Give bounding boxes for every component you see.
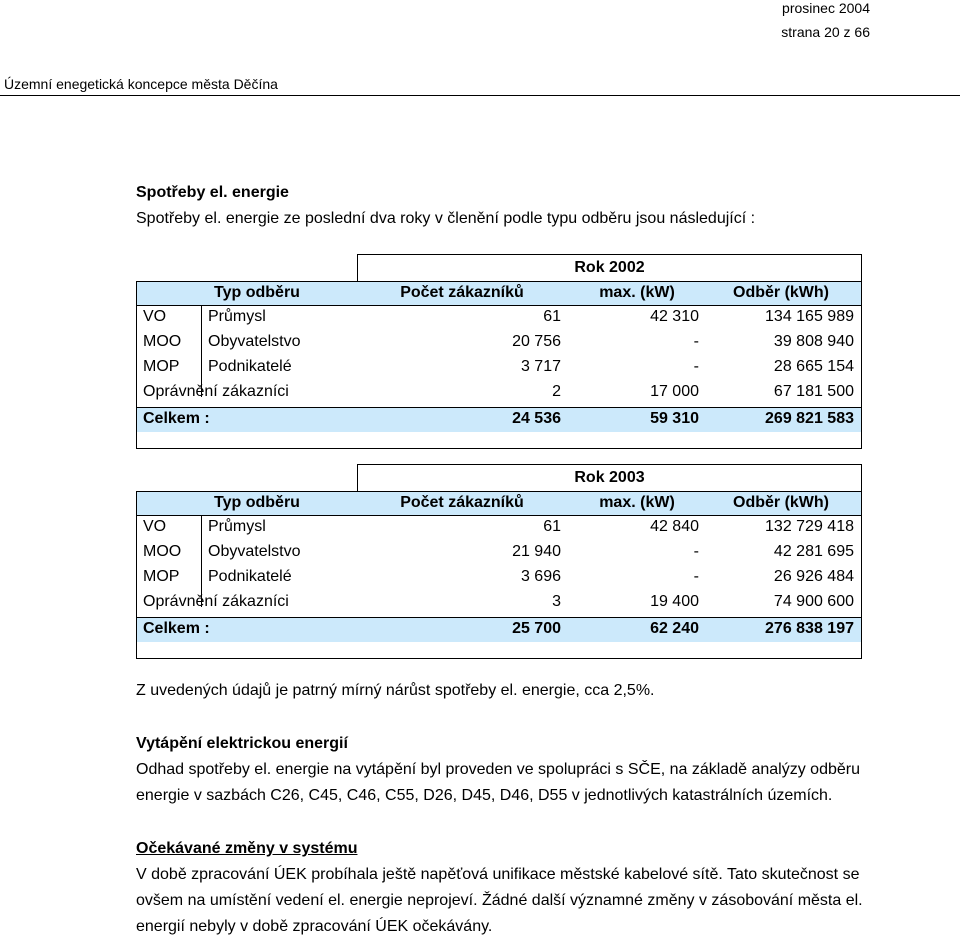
row-max-kw: - <box>693 358 699 375</box>
row-consumption: 26 926 484 <box>773 568 854 585</box>
table-row <box>137 591 861 616</box>
row-consumption: 132 729 418 <box>765 518 854 535</box>
row-customers: 21 940 <box>512 543 561 560</box>
col-header-type: Typ odběru <box>214 284 300 301</box>
changes-text-line: ovšem na umístění vedení el. energie neprojeví. Žádné další významné změny v zásobování města el. <box>136 892 863 909</box>
row-consumption: 39 808 940 <box>773 333 854 350</box>
row-customers: 2 <box>552 383 561 400</box>
row-customers: 20 756 <box>512 333 561 350</box>
row-label: Oprávnění zákazníci <box>143 593 289 610</box>
year-label: Rok 2002 <box>574 259 645 276</box>
year-header-cell <box>357 464 862 492</box>
row-max-kw: 19 400 <box>650 593 699 610</box>
heating-text-line: energie v sazbách C26, C45, C46, C55, D26, D45, D46, D55 v jednotlivých katastrálních územích. <box>136 787 833 804</box>
row-code: MOO <box>143 543 182 560</box>
table-total-row <box>137 617 861 642</box>
total-label: Celkem : <box>143 620 210 637</box>
section-heading-expected-changes: Očekávané změny v systému <box>136 840 358 857</box>
table-row <box>137 381 861 406</box>
header-document-title: Územní enegetická koncepce města Děčína <box>4 76 278 92</box>
header-date: prosinec 2004 <box>782 0 870 16</box>
changes-text-line: V době zpracování ÚEK probíhala ještě napěťová unifikace městské kabelové sítě. Tato skutečnost se <box>136 866 860 883</box>
total-consumption: 269 821 583 <box>765 410 854 427</box>
row-name: Průmysl <box>208 308 266 325</box>
changes-text-line: energií nebyly v době zpracování ÚEK očekávány. <box>136 918 493 935</box>
row-max-kw: - <box>693 568 699 585</box>
row-customers: 3 696 <box>520 568 561 585</box>
col-header-customers: Počet zákazníků <box>400 494 524 511</box>
col-header-consumption: Odběr (kWh) <box>733 494 829 511</box>
table-row <box>137 331 861 356</box>
row-name: Obyvatelstvo <box>208 543 301 560</box>
row-name: Podnikatelé <box>208 568 292 585</box>
col-header-max-kw: max. (kW) <box>599 284 675 301</box>
total-max-kw: 62 240 <box>650 620 699 637</box>
section-heading-consumption: Spotřeby el. energie <box>136 184 289 201</box>
row-code: MOP <box>143 358 180 375</box>
heating-text-line: Odhad spotřeby el. energie na vytápění byl proveden ve spolupráci s SČE, na základě analýzy odběru <box>136 761 860 778</box>
table-header-row <box>136 491 862 516</box>
section-heading-heating: Vytápění elektrickou energií <box>136 735 348 752</box>
table-row <box>137 306 861 331</box>
col-header-customers: Počet zákazníků <box>400 284 524 301</box>
table-body <box>136 305 862 449</box>
total-label: Celkem : <box>143 410 210 427</box>
row-max-kw: 42 310 <box>650 308 699 325</box>
row-consumption: 42 281 695 <box>773 543 854 560</box>
row-name: Obyvatelstvo <box>208 333 301 350</box>
header-divider <box>0 95 960 96</box>
row-max-kw: - <box>693 333 699 350</box>
section-intro: Spotřeby el. energie ze poslední dva roky v členění podle typu odběru jsou následující : <box>136 210 756 227</box>
total-customers: 25 700 <box>512 620 561 637</box>
row-consumption: 67 181 500 <box>773 383 854 400</box>
col-header-max-kw: max. (kW) <box>599 494 675 511</box>
row-max-kw: - <box>693 543 699 560</box>
col-header-consumption: Odběr (kWh) <box>733 284 829 301</box>
total-consumption: 276 838 197 <box>765 620 854 637</box>
table-total-row <box>137 407 861 432</box>
row-code: VO <box>143 308 167 325</box>
row-customers: 3 <box>552 593 561 610</box>
row-max-kw: 42 840 <box>650 518 699 535</box>
row-label: Oprávnění zákazníci <box>143 383 289 400</box>
table-row <box>137 541 861 566</box>
header-page-number: strana 20 z 66 <box>781 24 870 40</box>
row-code: VO <box>143 518 167 535</box>
row-code: MOO <box>143 333 182 350</box>
table-row <box>137 566 861 591</box>
row-customers: 61 <box>543 308 561 325</box>
table-row <box>137 516 861 541</box>
row-consumption: 134 165 989 <box>765 308 854 325</box>
row-code: MOP <box>143 568 180 585</box>
conclusion-text: Z uvedených údajů je patrný mírný nárůst spotřeby el. energie, cca 2,5%. <box>136 682 655 699</box>
table-row <box>137 356 861 381</box>
row-max-kw: 17 000 <box>650 383 699 400</box>
col-header-type: Typ odběru <box>214 494 300 511</box>
row-name: Podnikatelé <box>208 358 292 375</box>
row-consumption: 74 900 600 <box>773 593 854 610</box>
table-header-row <box>136 281 862 306</box>
total-max-kw: 59 310 <box>650 410 699 427</box>
year-header-cell <box>357 254 862 282</box>
row-customers: 61 <box>543 518 561 535</box>
row-consumption: 28 665 154 <box>773 358 854 375</box>
table-body <box>136 515 862 659</box>
row-name: Průmysl <box>208 518 266 535</box>
total-customers: 24 536 <box>512 410 561 427</box>
row-customers: 3 717 <box>520 358 561 375</box>
year-label: Rok 2003 <box>574 469 645 486</box>
